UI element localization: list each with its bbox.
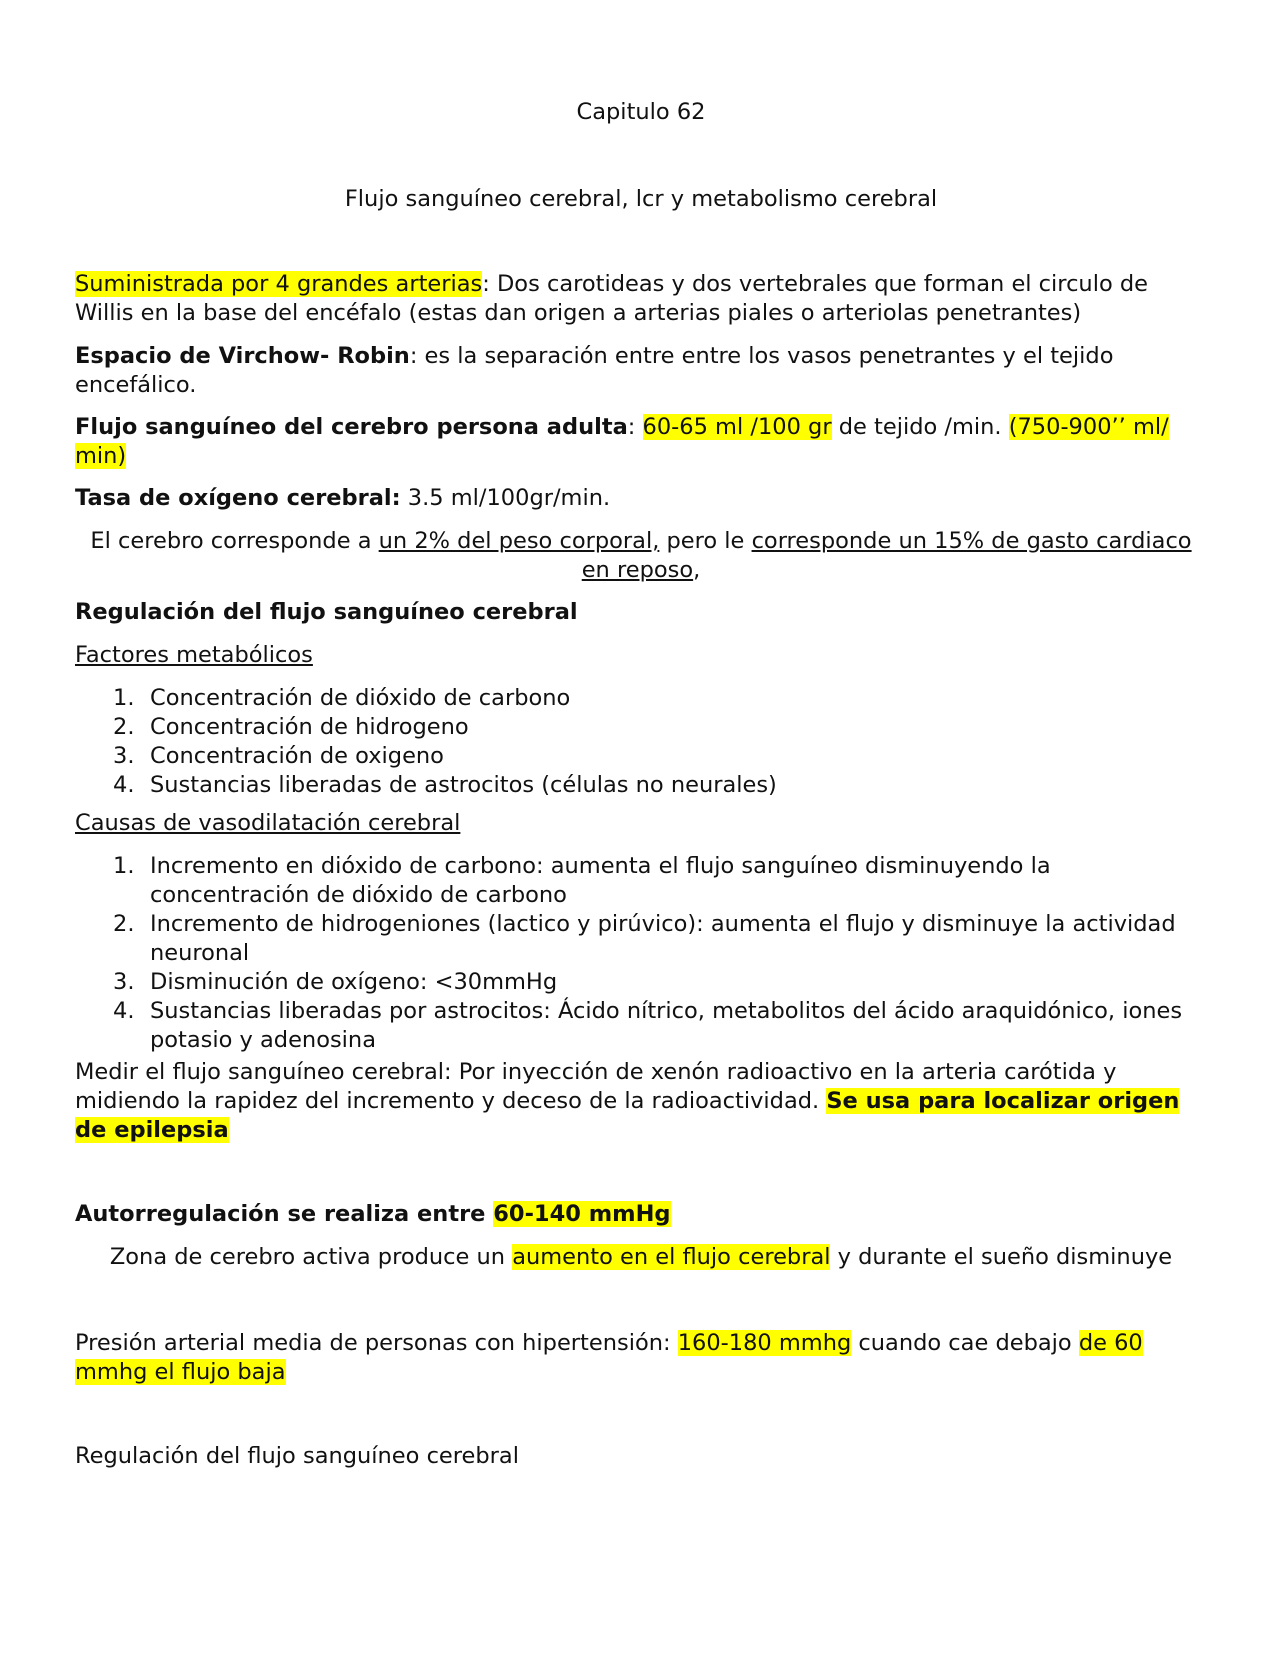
document-title: Flujo sanguíneo cerebral, lcr y metabolismo cerebral [344, 186, 938, 212]
adult-flow-text: de tejido /min. [831, 414, 1009, 440]
subheading-metabolic-factors: Factores metabólicos [75, 642, 313, 668]
paragraph-virchow-robin [75, 342, 1207, 400]
list-number: 1. [113, 853, 135, 879]
list-item [75, 742, 1207, 771]
virchow-robin-term: Espacio de Virchow- Robin [75, 343, 410, 369]
paragraph-adult-blood-flow [75, 413, 1207, 471]
list-item-text: Sustancias liberadas por astrocitos: Ácido nítrico, metabolitos del ácido araquidónico, iones potasio y adenosina [150, 998, 1183, 1053]
brain-weight-text-a: El cerebro corresponde a [90, 528, 379, 554]
list-item-text: Concentración de oxigeno [150, 743, 444, 769]
list-number: 4. [113, 998, 135, 1024]
section-heading-regulation: Regulación del flujo sanguíneo cerebral [75, 599, 578, 625]
paragraph-regulation-footer: Regulación del flujo sanguíneo cerebral [75, 1443, 519, 1469]
list-item-text: Concentración de hidrogeno [150, 714, 469, 740]
highlight-arteries: Suministrada por 4 grandes arterias [75, 271, 483, 297]
list-number: 3. [113, 969, 135, 995]
list-item-text: Disminución de oxígeno: <30mmHg [150, 969, 558, 995]
chapter-heading: Capitulo 62 [576, 99, 706, 125]
list-item-text: Incremento en dióxido de carbono: aumenta el flujo sanguíneo disminuyendo la concentración de dióxido de carbono [150, 853, 1051, 908]
list-item [75, 910, 1207, 968]
metabolic-factors-list [75, 684, 1207, 800]
highlight-flow-increase: aumento en el flujo cerebral [512, 1244, 831, 1270]
list-number: 4. [113, 772, 135, 798]
measure-flow-text: Medir el flujo sanguíneo cerebral: Por inyección de xenón radioactivo en la arteria carótida y midiendo la rapidez del incremento y deceso de la radioactividad. [75, 1059, 1117, 1114]
paragraph-hypertension [75, 1329, 1207, 1387]
subheading-vasodilation-causes: Causas de vasodilatación cerebral [75, 810, 461, 836]
paragraph-arteries [75, 270, 1207, 328]
arteries-text: : Dos carotideas y dos vertebrales que forman el circulo de Willis en la base del encéfalo (estas dan origen a arterias piales o arteriolas penetrantes) [75, 271, 1148, 326]
list-item-text: Sustancias liberadas de astrocitos (células no neurales) [150, 772, 777, 798]
underline-cardiac-output: corresponde un 15% de gasto cardiaco en reposo [581, 528, 1192, 583]
hypertension-text-b: cuando cae debajo [851, 1330, 1079, 1356]
paragraph-oxygen-rate [75, 484, 1207, 513]
list-number: 2. [113, 911, 135, 937]
highlight-flow-drop: de 60 mmhg el flujo baja [75, 1330, 1143, 1385]
hypertension-text-a: Presión arterial media de personas con hipertensión: [75, 1330, 678, 1356]
list-item [75, 997, 1207, 1055]
underline-body-weight: un 2% del peso corporal, [378, 528, 660, 554]
list-item-text: Concentración de dióxido de carbono [150, 685, 571, 711]
brain-weight-text-b: pero le [659, 528, 752, 554]
highlight-epilepsy: Se usa para localizar origen de epilepsia [75, 1088, 1180, 1143]
brain-weight-text-c: , [693, 557, 701, 583]
list-number: 2. [113, 714, 135, 740]
highlight-autoregulation-range: 60-140 mmHg [493, 1201, 671, 1227]
highlight-flow-total: (750-900’’ ml/ min) [75, 414, 1169, 469]
adult-flow-term: Flujo sanguíneo del cerebro persona adulta [75, 414, 628, 440]
oxygen-rate-term: Tasa de oxígeno cerebral: [75, 485, 401, 511]
virchow-robin-text: : es la separación entre entre los vasos penetrantes y el tejido encefálico. [75, 343, 1114, 398]
paragraph-brain-weight [75, 527, 1207, 585]
paragraph-autoregulation [75, 1200, 1207, 1229]
list-item [75, 684, 1207, 713]
list-item [75, 968, 1207, 997]
highlight-hypertension-range: 160-180 mmhg [677, 1330, 852, 1356]
list-item [75, 771, 1207, 800]
highlight-flow-value: 60-65 ml /100 gr [642, 414, 832, 440]
active-zone-text-a: Zona de cerebro activa produce un [109, 1244, 513, 1270]
list-item [75, 852, 1207, 910]
autoregulation-text: Autorregulación se realiza entre [75, 1201, 494, 1227]
adult-flow-colon: : [627, 414, 643, 440]
paragraph-active-brain-zone [75, 1243, 1207, 1272]
active-zone-text-b: y durante el sueño disminuye [830, 1244, 1173, 1270]
vasodilation-causes-list [75, 852, 1207, 1055]
list-number: 1. [113, 685, 135, 711]
list-item-text: Incremento de hidrogeniones (lactico y pirúvico): aumenta el flujo y disminuye la actividad neuronal [150, 911, 1176, 966]
paragraph-measure-flow [75, 1058, 1207, 1145]
list-number: 3. [113, 743, 135, 769]
oxygen-rate-value: 3.5 ml/100gr/min. [400, 485, 611, 511]
list-item [75, 713, 1207, 742]
